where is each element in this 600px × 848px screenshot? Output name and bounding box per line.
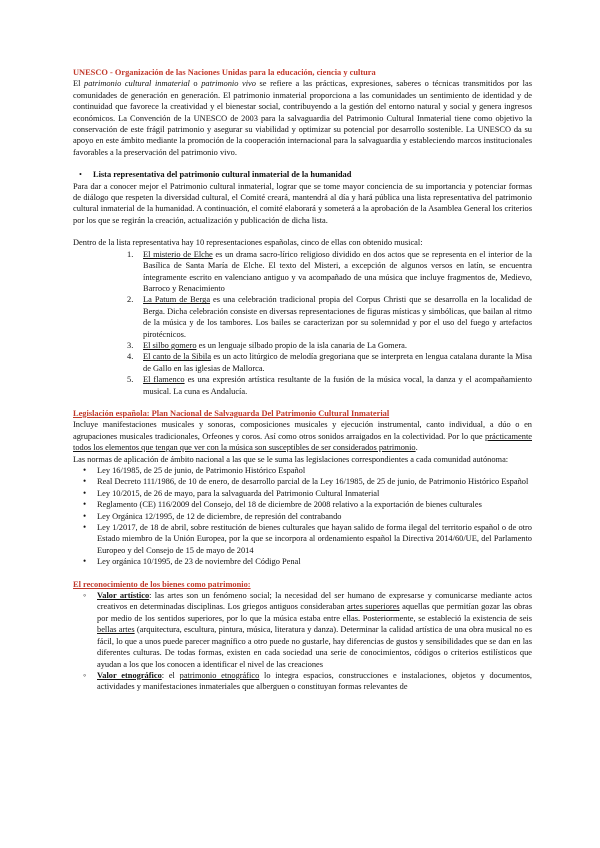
list-item-valor-artistico: ◦ Valor artístico: las artes son un fenómeno social; la necesidad del ser humano de expresarse y comunicarse mediante actos creativos en determinadas disciplinas. Los griegos antiguos consideraban artes superiores aquellas que permitían gozar las obras por medio de los sentidos superiores, por lo que la música estaba entre ellas. Posteriormente, se estableció la existencia de seis bellas artes (arquitectura, escultura, pintura, música, literatura y danza). Determinar la calidad artística de una obra musical no es fácil, lo que a unos puede parecer magnífico a otro puede no gustarle, hay diferencias de gustos y sensibilidades que se dan en las diferentes culturas. De todas formas, existen en cada sociedad una serie de conocimientos, códigos o criterios estilísticos que ayudan a los que los conocen a identificar el nivel de las creaciones <box>97 590 532 670</box>
lista-paragraph: Para dar a conocer mejor el Patrimonio cultural inmaterial, lograr que se tome mayor conciencia de su importancia y potenciar formas de diálogo que respeten la diversidad cultural, el Comité creará, mantendrá al día y hará pública una lista representativa del patrimonio cultural inmaterial de la humanidad. A continuación, el comité elaborará y someterá a la aprobación de la Asamblea General los criterios por los que se regirán la creación, actualización y publicación de dicha lista. <box>73 181 532 225</box>
list-item: 5. El flamenco es una expresión artística resultante de la fusión de la música vocal, la danza y el acompañamiento musical. La cuna es Andalucía. <box>127 375 532 396</box>
representaciones-list <box>73 249 532 397</box>
reconocimiento-heading: El reconocimiento de los bienes como patrimonio: <box>73 579 251 589</box>
list-item: 3. El silbo gomero es un lenguaje silbado propio de la isla canaria de La Gomera. <box>127 340 407 350</box>
unesco-heading: UNESCO - Organización de las Naciones Unidas para la educación, ciencia y cultura <box>73 68 376 77</box>
legislacion-heading: Legislación española: Plan Nacional de Salvaguarda Del Patrimonio Cultural Inmaterial <box>73 408 390 418</box>
valores-list <box>73 590 532 693</box>
list-item: • Reglamento (CE) 116/2009 del Consejo, del 18 de diciembre de 2008 relativo a la exportación de bienes culturales <box>97 499 532 510</box>
lista-intro: Dentro de la lista representativa hay 10 representaciones españolas, cinco de ellas con obtenido musical: <box>73 238 423 248</box>
list-item: 1. El misterio de Elche es un drama sacro-lírico religioso dividido en dos actos que se representa en el interior de la Basílica de Santa María de Elche. El texto del Misteri, a excepción de algunos versos en latín, se encuentra íntegramente escrito en valenciano antiguo y va acompañado de una música que incluye fragmentos de, Medievo, Barroco y Renacimiento <box>127 249 532 293</box>
list-item: 2. La Patum de Berga es una celebración tradicional propia del Corpus Christi que se desarrolla en la localidad de Berga. Dicha celebración consiste en diversas representaciones de figuras místicas y simbólicas, que bailan al ritmo de la música y de los tambores. Los bailes se caracterizan por su solemnidad y por el uso del fuego y artefactos pirotécnicos. <box>127 295 532 339</box>
list-item: • Ley 1/2017, de 18 de abril, sobre restitución de bienes culturales que hayan salido de forma ilegal del territorio español o de otro Estado miembro de la Unión Europea, por la que se incorpora al ordenamiento español la Directiva 2014/60/UE, del Parlamento Europeo y del Consejo de 15 de mayo de 2014 <box>97 522 532 556</box>
list-item: • Ley 10/2015, de 26 de mayo, para la salvaguarda del Patrimonio Cultural Inmaterial <box>97 488 532 499</box>
list-item-valor-etnografico: ◦ Valor etnográfico: el patrimonio etnográfico lo integra espacios, construcciones e instalaciones, objetos y documentos, actividades y manifestaciones inmateriales que alberguen o constituyan formas relevantes de <box>97 670 532 693</box>
list-item: • Ley Orgánica 12/1995, de 12 de diciembre, de represión del contrabando <box>97 511 532 522</box>
lista-heading: • Lista representativa del patrimonio cultural inmaterial de la humanidad <box>73 169 532 180</box>
list-item: • Ley 16/1985, de 25 de junio, de Patrimonio Histórico Español <box>97 465 532 476</box>
unesco-paragraph: El patrimonio cultural inmaterial o patrimonio vivo se refiere a las prácticas, expresiones, saberes o técnicas transmitidos por las comunidades de generación en generación. El patrimonio inmaterial proporciona a las comunidades un sentimiento de identidad y de continuidad que favorece la creatividad y el bienestar social, contribuyendo a la gestión del entorno natural y social y genera ingresos económicos. La Convención de la UNESCO de 2003 para la salvaguardia del Patrimonio Cultural Inmaterial tiene como objetivo la conservación de este frágil patrimonio y asegurar su viabilidad y optimizar su potencial por desarrollo sostenible. La UNESCO da su apoyo en este ámbito mediante la promoción de la cooperación internacional para la salvaguardia y estableciendo marcos institucionales favorables a la preservación del patrimonio vivo. <box>73 79 532 157</box>
list-item: 4. El canto de la Sibila es un acto litúrgico de melodía gregoriana que se interpreta en lengua catalana durante la Misa de Gallo en las iglesias de Mallorca. <box>127 352 532 373</box>
normas-paragraph: Las normas de aplicación de ámbito nacional a las que se le suma las legislaciones correspondientes a cada comunidad autónoma: <box>73 454 509 464</box>
list-item: • Ley orgánica 10/1995, de 23 de noviembre del Código Penal <box>97 556 532 567</box>
list-item: • Real Decreto 111/1986, de 10 de enero, de desarrollo parcial de la Ley 16/1985, de 25 de junio, de Patrimonio Histórico Español <box>97 476 532 487</box>
legislacion-paragraph: Incluye manifestaciones musicales y sonoras, composiciones musicales y ejecución instrumental, canto individual, a dúo o en agrupaciones musicales tradicionales, Orfeones y coros. Así como otros sonidos arraigados en la colectividad. Por lo que prácticamente todos los elementos que tengan que ver con la música son susceptibles de ser considerados patrimonio. <box>73 420 532 453</box>
leyes-list <box>73 465 532 568</box>
